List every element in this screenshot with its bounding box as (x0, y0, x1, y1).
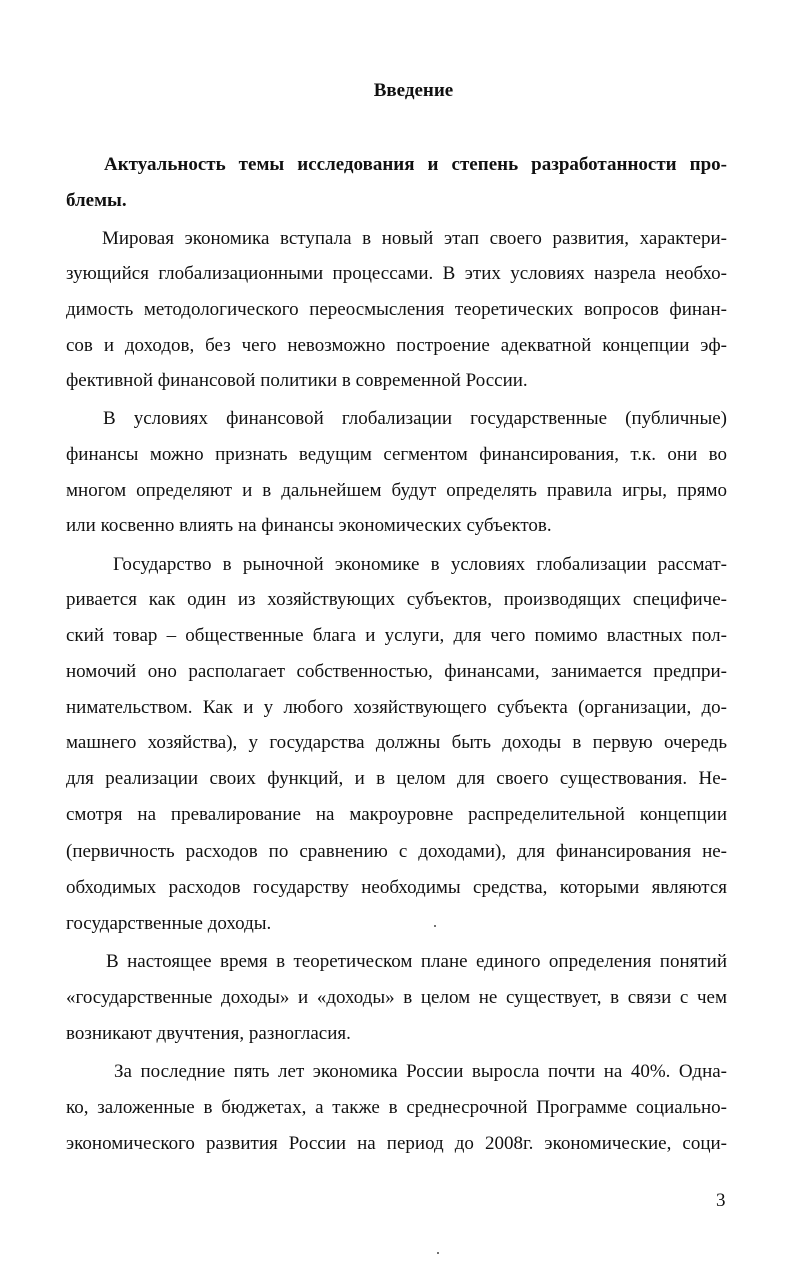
paragraph-line: возникают двучтения, разногласия. (66, 1023, 351, 1044)
paragraph-line: В настоящее время в теоретическом плане единого определения понятий (106, 951, 727, 972)
paragraph-line: зующийся глобализационными процессами. В этих условиях назрела необхо- (66, 263, 727, 284)
paragraph-line: для реализации своих функций, и в целом для своего существования. Не- (66, 768, 727, 789)
paragraph-line: димость методологического переосмысления теоретических вопросов финан- (66, 299, 727, 320)
paragraph-line: ко, заложенные в бюджетах, а также в среднесрочной Программе социально- (66, 1097, 727, 1118)
paragraph-line: За последние пять лет экономика России выросла почти на 40%. Одна- (114, 1061, 727, 1082)
paragraph-line: обходимых расходов государству необходимы средства, которыми являются (66, 877, 727, 898)
paragraph-line: государственные доходы. (66, 913, 272, 934)
paragraph-line: машнего хозяйства), у государства должны быть доходы в первую очередь (66, 732, 727, 753)
scan-speck (434, 925, 436, 927)
paragraph-line: многом определяют и в дальнейшем будут определять правила игры, прямо (66, 480, 727, 501)
paragraph-line: ский товар – общественные блага и услуги, для чего помимо властных пол- (66, 625, 727, 646)
scan-speck (437, 1252, 439, 1254)
paragraph-line: (первичность расходов по сравнению с доходами), для финансирования не- (66, 841, 727, 862)
paragraph-line: или косвенно влиять на финансы экономических субъектов. (66, 515, 552, 536)
section-title-line: Актуальность темы исследования и степень разработанности про- (104, 154, 727, 175)
page-heading: Введение (373, 80, 454, 101)
paragraph-line: Мировая экономика вступала в новый этап своего развития, характери- (102, 228, 727, 249)
paragraph-line: фективной финансовой политики в современной России. (66, 370, 528, 391)
paragraph-line: Государство в рыночной экономике в условиях глобализации рассмат- (113, 554, 727, 575)
paragraph-line: смотря на превалирование на макроуровне распределительной концепции (66, 804, 727, 825)
paragraph-line: финансы можно признать ведущим сегментом финансирования, т.к. они во (66, 444, 727, 465)
paragraph-line: ривается как один из хозяйствующих субъектов, производящих специфиче- (66, 589, 727, 610)
paragraph-line: В условиях финансовой глобализации государственные (публичные) (103, 408, 727, 429)
paragraph-line: нимательством. Как и у любого хозяйствующего субъекта (организации, до- (66, 697, 727, 718)
page-number: 3 (716, 1190, 726, 1211)
paragraph-line: сов и доходов, без чего невозможно построение адекватной концепции эф- (66, 335, 727, 356)
section-title-line: блемы. (66, 190, 127, 211)
paragraph-line: номочий оно располагает собственностью, финансами, занимается предпри- (66, 661, 727, 682)
paragraph-line: экономического развития России на период до 2008г. экономические, соци- (66, 1133, 727, 1154)
paragraph-line: «государственные доходы» и «доходы» в целом не существует, в связи с чем (66, 987, 727, 1008)
